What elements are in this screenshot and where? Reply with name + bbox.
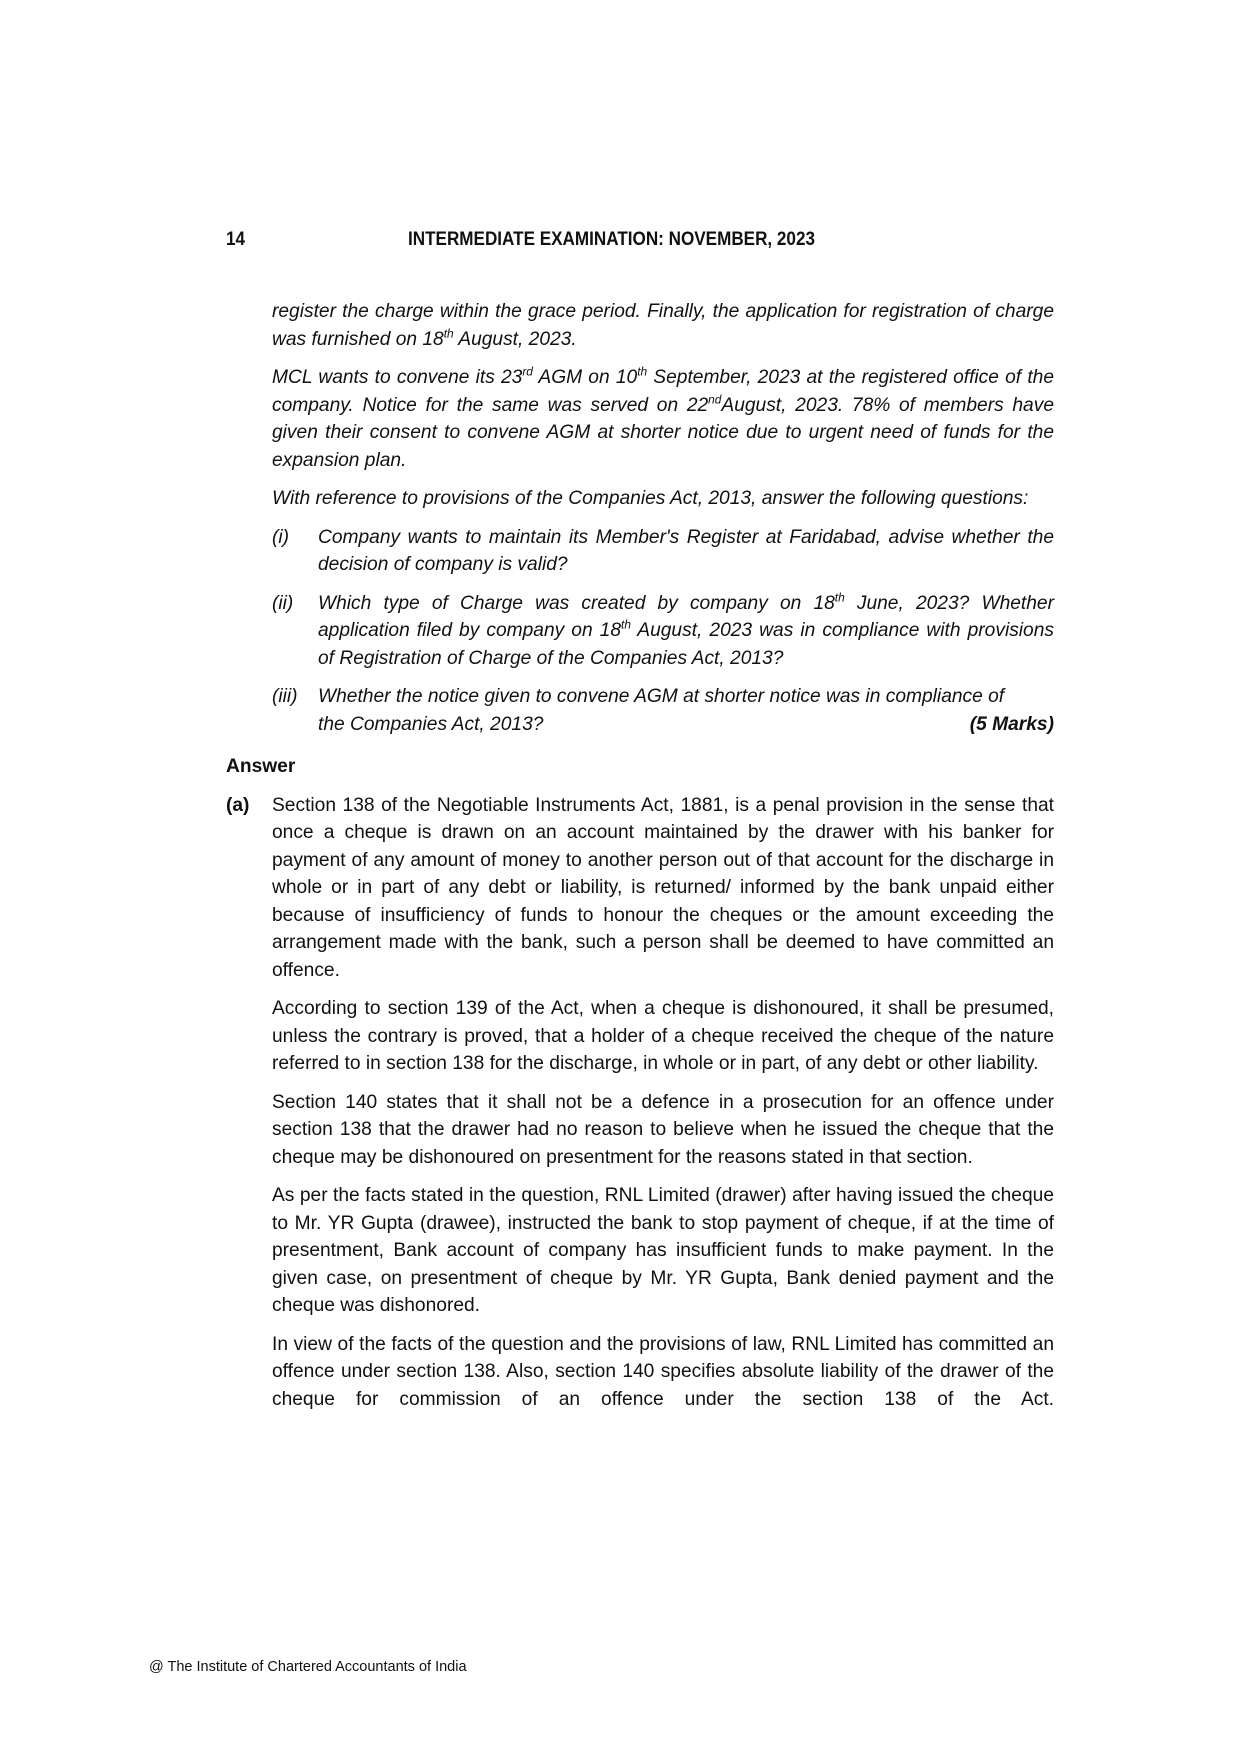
answer-a bbox=[226, 792, 1054, 985]
question-item-ii bbox=[272, 590, 1054, 673]
answer-paragraph-1: Section 138 of the Negotiable Instruments Act, 1881, is a penal provision in the sense that once a cheque is drawn on an account maintained by the drawer with his banker for payment of any amount of money to another person out of that account for the discharge in whole or in part of any debt or liability, is returned/ informed by the bank unpaid either because of insufficiency of funds to honour the cheques or the amount exceeding the arrangement made with the bank, such a person shall be deemed to have committed an offence. bbox=[272, 794, 1054, 981]
answer-heading: Answer bbox=[226, 756, 296, 777]
question-paragraph-1: register the charge within the grace period. Finally, the application for registration of charge was furnished on 18th August, 2023. bbox=[272, 301, 1054, 350]
question-item-iii bbox=[272, 683, 1054, 738]
item-number: (ii) bbox=[272, 592, 294, 614]
marks-label: (5 Marks) bbox=[969, 713, 1054, 735]
question-item-i bbox=[272, 524, 1054, 579]
item-number: (i) bbox=[272, 526, 290, 548]
answer-paragraph-3: Section 140 states that it shall not be a defence in a prosecution for an offence under section 138 that the drawer had no reason to believe when he issued the cheque that the cheque may be dishonoured on presentment for the reasons stated in that section. bbox=[272, 1091, 1054, 1168]
item-text: Which type of Charge was created by company on 18th June, 2023? Whether application filed by company on 18th August, 2023 was in compliance with provisions of Registration of Charge of the Companies Act, 2013? bbox=[318, 590, 1054, 669]
question-paragraph-3: With reference to provisions of the Companies Act, 2013, answer the following questions: bbox=[272, 488, 1029, 509]
page-number: 14 bbox=[226, 229, 246, 250]
item-number: (iii) bbox=[272, 686, 298, 707]
item-text: Company wants to maintain its Member's Register at Faridabad, advise whether the decision of company is valid? bbox=[318, 526, 1054, 575]
footer-copyright: @ The Institute of Chartered Accountants of India bbox=[149, 1659, 467, 1675]
answer-label: (a) bbox=[226, 794, 250, 816]
answer-paragraph-4: As per the facts stated in the question, RNL Limited (drawer) after having issued the cheque to Mr. YR Gupta (drawee), instructed the bank to stop payment of cheque, if at the time of presentment, Bank account of company has insufficient funds to make payment. In the given case, on presentment of cheque by Mr. YR Gupta, Bank denied payment and the cheque was dishonored. bbox=[272, 1185, 1054, 1316]
answer-paragraph-2: According to section 139 of the Act, when a cheque is dishonoured, it shall be presumed, unless the contrary is proved, that a holder of a cheque received the cheque of the nature referred to in section 138 for the discharge, in whole or in part, of any debt or other liability. bbox=[272, 998, 1054, 1074]
item-text: Whether the notice given to convene AGM at shorter notice was in compliance of the Companies Act, 2013? (5 Marks) bbox=[318, 683, 1054, 738]
page-content bbox=[226, 298, 1054, 1424]
question-paragraph-2: MCL wants to convene its 23rd AGM on 10th September, 2023 at the registered office of the company. Notice for the same was served on 22ndAugust, 2023. 78% of members have given their consent to convene AGM at shorter notice due to urgent need of funds for the expansion plan. bbox=[272, 364, 1055, 471]
answer-paragraph-5: In view of the facts of the question and the provisions of law, RNL Limited has committed an offence under section 138. Also, section 140 specifies absolute liability of the drawer of the cheque for commission of an offence under the section 138 of the Act. bbox=[272, 1333, 1054, 1410]
page-header-title: INTERMEDIATE EXAMINATION: NOVEMBER, 2023 bbox=[408, 229, 815, 250]
